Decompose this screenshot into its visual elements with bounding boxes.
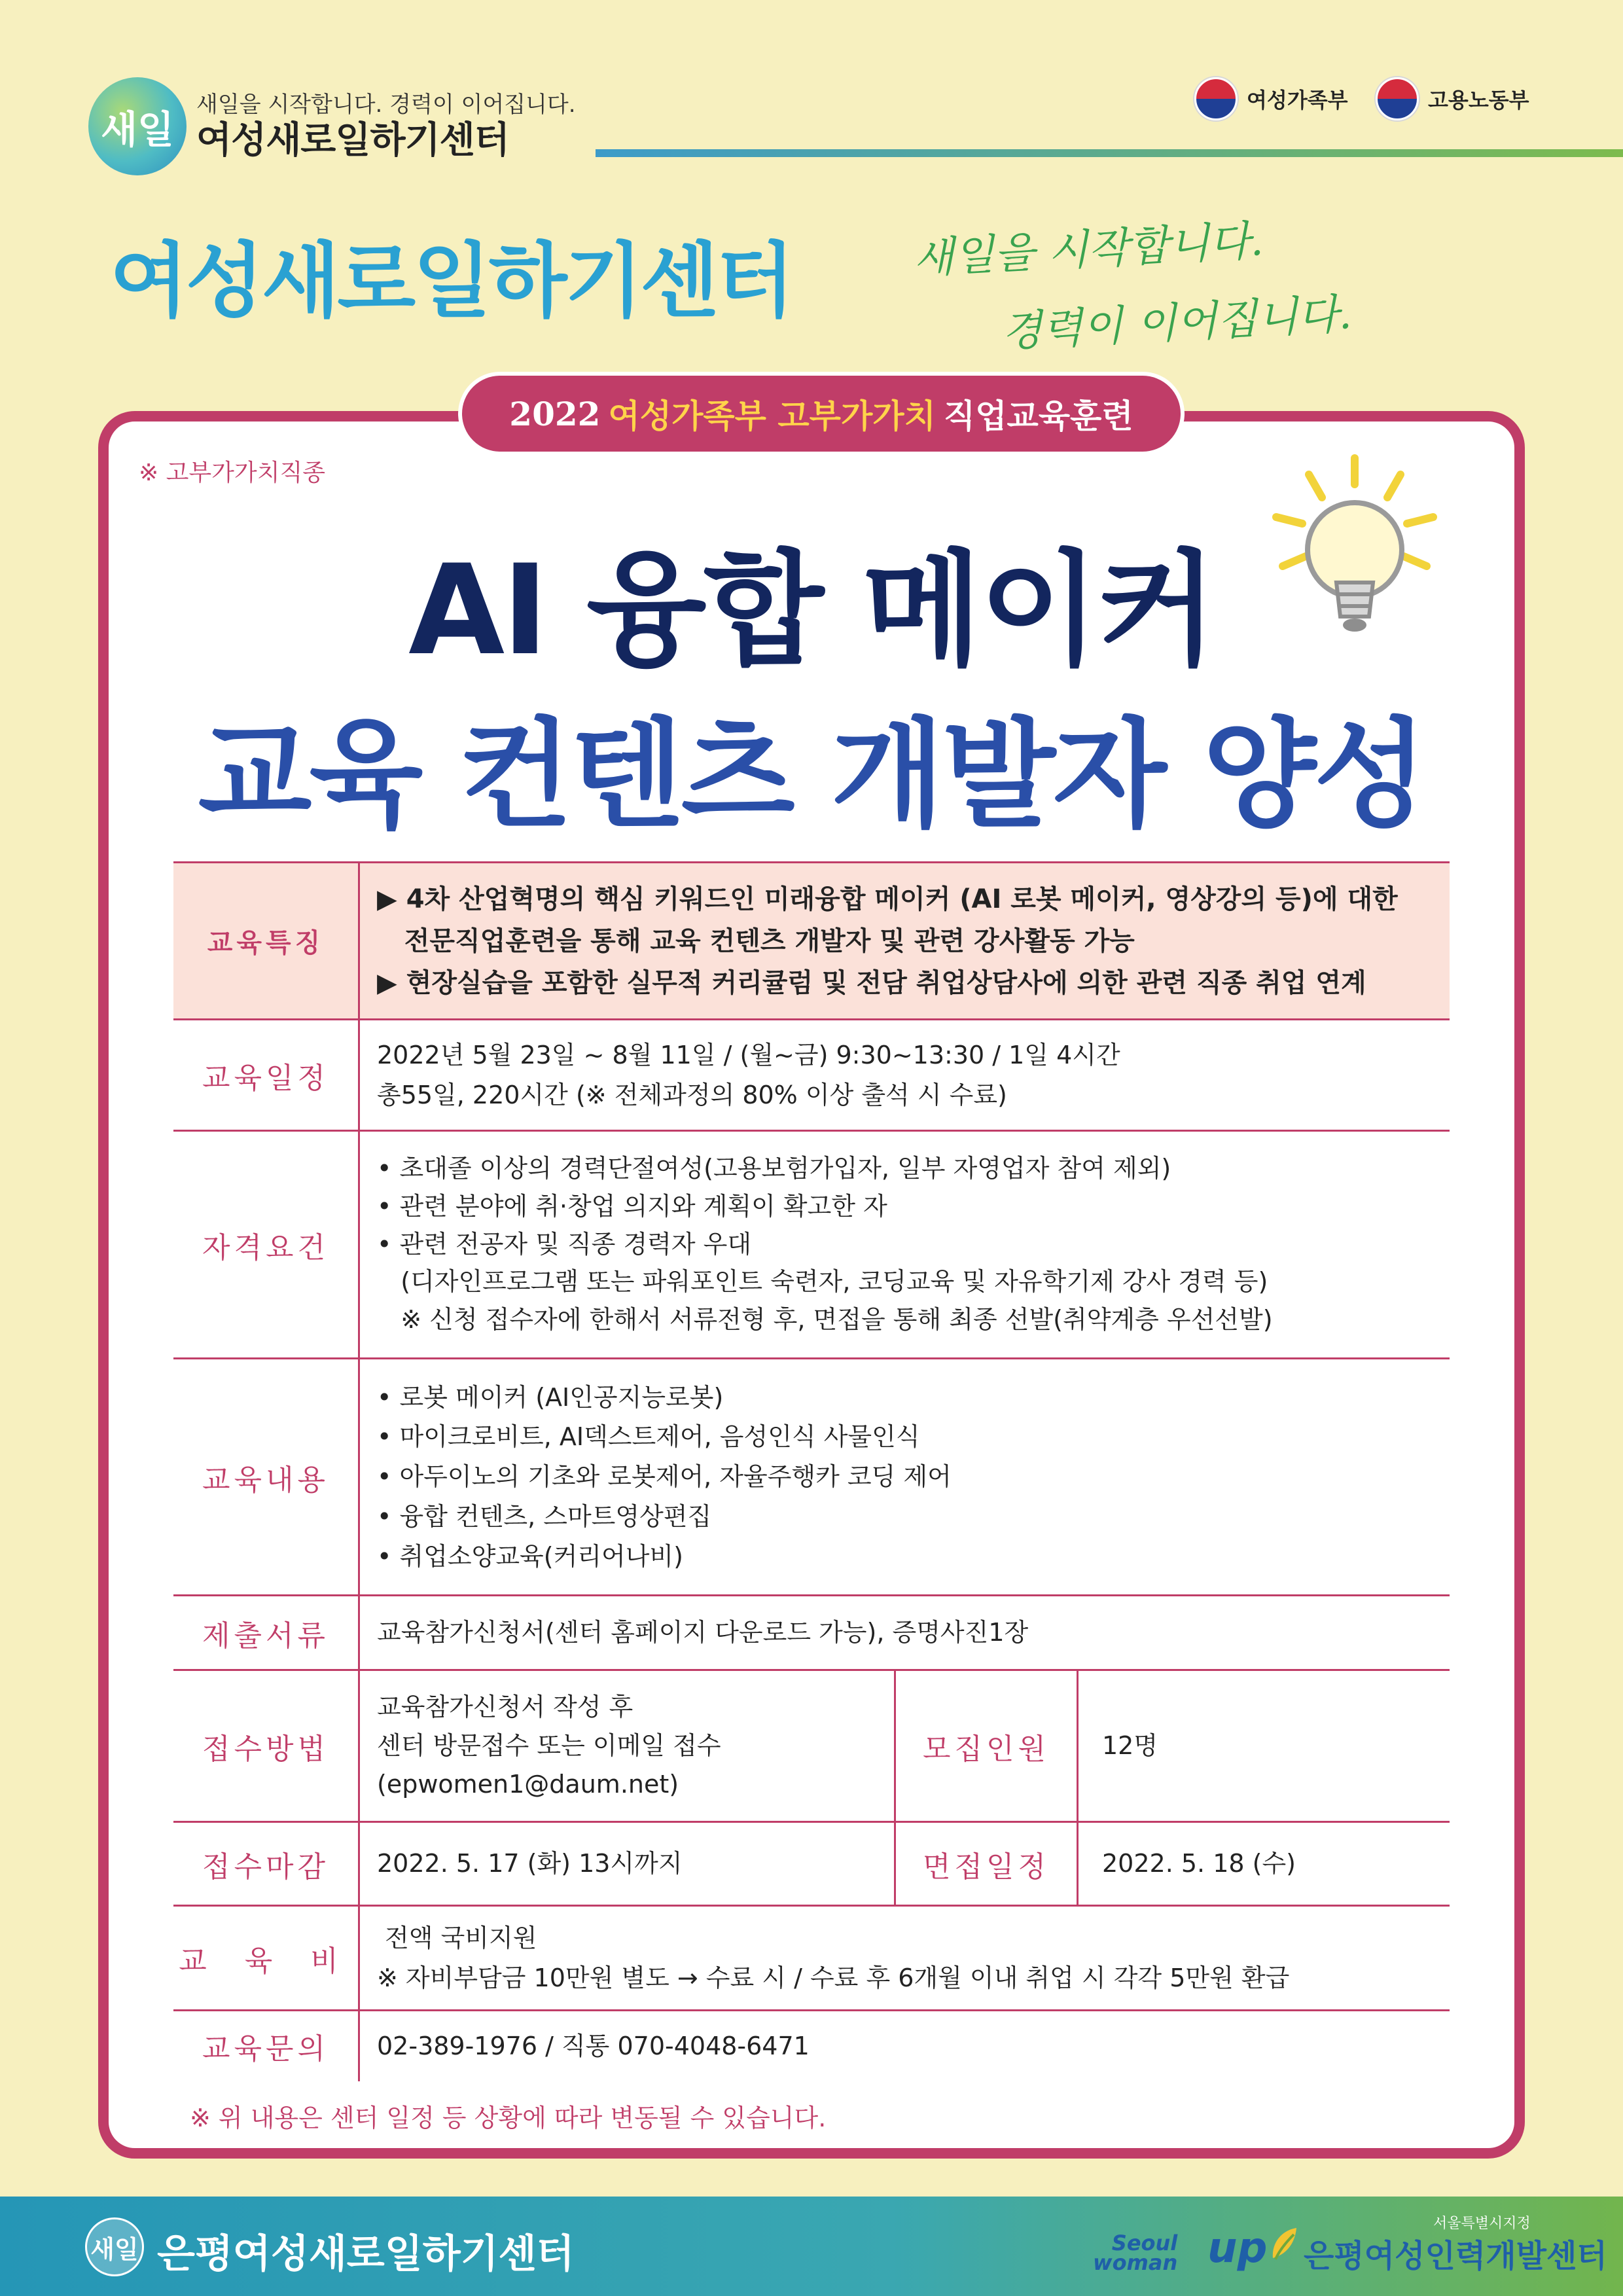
slogan-line-2: 경력이 이어집니다. [1000,290,1353,357]
value-deadline: 2022. 5. 17 (화) 13시까지 [359,1822,895,1906]
row-contact [173,2011,1450,2081]
content-line: • 로봇 메이커 (AI인공지능로봇) [377,1382,724,1412]
content-line: • 취업소양교육(커리어나비) [377,1541,683,1571]
footer-partner-name: 은평여성인력개발센터 [1304,2238,1607,2274]
change-notice: ※ 위 내용은 센터 일정 등 상황에 따라 변동될 수 있습니다. [190,2104,827,2132]
label-recruit: 모집인원 [895,1670,1078,1822]
taegeuk-emblem-icon [1194,77,1238,120]
ministry-employment-labor [1376,77,1529,120]
seoul-word: Seoul [1111,2231,1178,2255]
category-note: ※ 고부가가치직종 [139,459,326,486]
label-fee: 교 육 비 [173,1906,359,2011]
footer-center-name: 은평여성새로일하기센터 [157,2231,575,2277]
up-logo-text: up [1207,2224,1268,2272]
ministry-label: 여성가족부 [1247,88,1348,113]
footer-gov-designation: 서울특별시지정 [1433,2215,1531,2232]
features-line: ▶ 4차 산업혁명의 핵심 키워드인 미래융합 메이커 (AI 로봇 메이커, 영상강의 등)에 대한 [377,884,1398,914]
schedule-line: 총55일, 220시간 (※ 전체과정의 80% 이상 출석 시 수료) [377,1080,1007,1109]
value-documents: 교육참가신청서(센터 홈페이지 다운로드 가능), 증명사진1장 [359,1596,1450,1670]
row-deadline [173,1822,1450,1906]
leaf-logo-icon [1266,2225,1300,2262]
label-eligibility: 자격요건 [173,1131,359,1359]
saeil-logo-mark: 새일 [88,77,187,175]
ministry-label: 고용노동부 [1428,88,1529,113]
value-interview: 2022. 5. 18 (수) [1078,1822,1450,1906]
header-divider [596,149,1623,157]
row-fee [173,1906,1450,2011]
row-eligibility [173,1131,1450,1359]
label-schedule: 교육일정 [173,1020,359,1131]
footer-saeil-logo-mark: 새일 [85,2217,144,2276]
label-content: 교육내용 [173,1359,359,1596]
content-line: • 아두이노의 기초와 로봇제어, 자율주행카 코딩 제어 [377,1462,952,1492]
label-documents: 제출서류 [173,1596,359,1670]
value-apply [359,1670,895,1822]
value-eligibility [359,1131,1450,1359]
headline-line-1: AI 융합 메이커 [408,538,1215,683]
pill-year: 2022 [509,394,601,433]
value-schedule [359,1020,1450,1131]
value-recruit: 12명 [1078,1670,1450,1822]
pill-highlight: 여성가족부 고부가가치 [608,397,936,435]
apply-line: 센터 방문접수 또는 이메일 접수 [377,1731,721,1761]
seoul-woman-logo-text [1093,2231,1178,2276]
ministry-gender-equality [1194,77,1348,120]
label-contact: 교육문의 [173,2011,359,2081]
woman-word: woman [1093,2250,1178,2276]
features-line: 전문직업훈련을 통해 교육 컨텐츠 개발자 및 관련 강사활동 가능 [377,925,1135,956]
eligibility-line: (디자인프로그램 또는 파워포인트 숙련자, 코딩교육 및 자유학기제 강사 경력 등) [377,1267,1268,1297]
row-apply [173,1670,1450,1822]
row-features [173,863,1450,1020]
program-info-table [173,861,1450,2081]
logo-tagline: 새일을 시작합니다. 경력이 이어집니다. [196,92,576,118]
apply-line: 교육참가신청서 작성 후 [377,1693,633,1722]
logo-name: 여성새로일하기센터 [196,119,509,162]
schedule-line: 2022년 5월 23일 ~ 8월 11일 / (월~금) 9:30~13:30 / 1일 4시간 [377,1040,1120,1069]
label-deadline: 접수마감 [173,1822,359,1906]
label-features: 교육특징 [173,863,359,1020]
label-apply: 접수방법 [173,1670,359,1822]
eligibility-line: • 관련 분야에 취·창업 의지와 계획이 확고한 자 [377,1191,887,1221]
fee-line: ※ 자비부담금 10만원 별도 → 수료 시 / 수료 후 6개월 이내 취업 시 각각 5만원 환급 [377,1963,1290,1992]
content-line: • 마이크로비트, AI덱스트제어, 음성인식 사물인식 [377,1422,920,1452]
value-features [359,863,1450,1020]
eligibility-line: ※ 신청 접수자에 한해서 서류전형 후, 면접을 통해 최종 선발(취약계층 우선선발) [377,1305,1273,1335]
value-contact: 02-389-1976 / 직통 070-4048-6471 [377,2031,810,2060]
features-line: ▶ 현장실습을 포함한 실무적 커리큘럼 및 전담 취업상담사에 의한 관련 직종 취업 연계 [377,967,1366,998]
eligibility-line: • 초대졸 이상의 경력단절여성(고용보험가입자, 일부 자영업자 참여 제외) [377,1154,1171,1183]
row-documents [173,1596,1450,1670]
headline-line-2: 교육 컨텐츠 개발자 양성 [198,707,1425,844]
eligibility-line: • 관련 전공자 및 직종 경력자 우대 [377,1229,752,1259]
center-title: 여성새로일하기센터 [110,234,793,329]
content-line: • 융합 컨텐츠, 스마트영상편집 [377,1501,712,1531]
taegeuk-emblem-icon [1376,77,1419,120]
lightbulb-icon [1257,445,1453,655]
fee-line: 전액 국비지원 [377,1923,537,1952]
row-content [173,1359,1450,1596]
program-pill-banner [458,372,1185,456]
apply-email: (epwomen1@daum.net) [377,1769,679,1799]
slogan-line-1: 새일을 시작합니다. [912,217,1265,283]
value-content [359,1359,1450,1596]
pill-rest: 직업교육훈련 [943,397,1133,435]
row-schedule [173,1020,1450,1131]
value-fee [359,1906,1450,2011]
label-interview: 면접일정 [895,1822,1078,1906]
